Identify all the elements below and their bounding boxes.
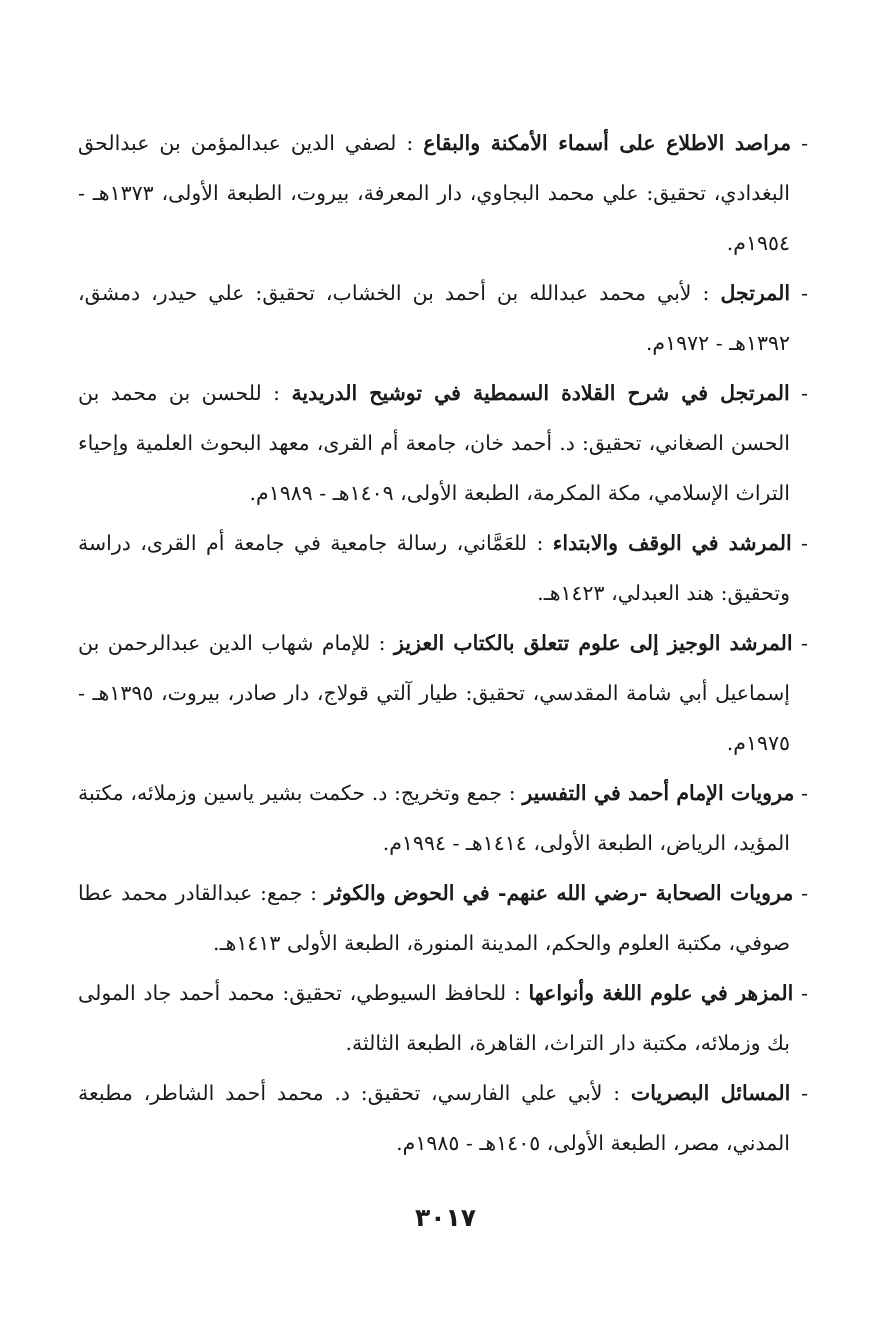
- entry-title: المرتجل في شرح القلادة السمطية في توشيح الدريدية: [291, 381, 790, 405]
- bibliography-entry: [78, 368, 808, 518]
- entry-dash: -: [790, 281, 808, 305]
- page-number: ٣٠١٧: [414, 1203, 477, 1232]
- bibliography-entry: [78, 1068, 808, 1168]
- entry-title: المرتجل: [720, 281, 791, 305]
- entry-body: : جمع: عبدالقادر محمد عطا صوفي، مكتبة العلوم والحكم، المدينة المنورة، الطبعة الأولى ١٤١٣هـ.: [78, 881, 790, 955]
- entry-title: مراصد الاطلاع على أسماء الأمكنة والبقاع: [423, 131, 792, 155]
- entry-body: : جمع وتخريج: د. حكمت بشير ياسين وزملائه، مكتبة المؤيد، الرياض، الطبعة الأولى، ١٤١٤هـ - ١٩٩٤م.: [78, 781, 790, 855]
- entry-body: : للحسن بن محمد بن الحسن الصغاني، تحقيق: د. أحمد خان، جامعة أم القرى، معهد البحوث العلمية وإحياء التراث الإسلامي، مكة المكرمة، الطبعة الأولى، ١٤٠٩هـ - ١٩٨٩م.: [78, 381, 790, 505]
- bibliography-entry: [78, 268, 808, 368]
- bibliography-entry: [78, 968, 808, 1068]
- entry-title: المسائل البصريات: [630, 1081, 791, 1105]
- bibliography-page: [78, 118, 808, 1168]
- bibliography-entry: [78, 868, 808, 968]
- entry-dash: -: [793, 881, 808, 905]
- entry-title: المرشد في الوقف والابتداء: [552, 531, 792, 555]
- bibliography-entry: [78, 768, 808, 868]
- entry-body: : لأبي علي الفارسي، تحقيق: د. محمد أحمد الشاطر، مطبعة المدني، مصر، الطبعة الأولى، ١٤٠٥هـ - ١٩٨٥م.: [78, 1081, 790, 1155]
- entry-dash: -: [791, 131, 808, 155]
- entry-body: : للحافظ السيوطي، تحقيق: محمد أحمد جاد المولى بك وزملائه، مكتبة دار التراث، القاهرة، الطبعة الثالثة.: [78, 981, 790, 1055]
- entry-dash: -: [792, 631, 808, 655]
- entry-title: مرويات الإمام أحمد في التفسير: [522, 781, 795, 805]
- entry-body: : لأبي محمد عبدالله بن أحمد بن الخشاب، تحقيق: علي حيدر، دمشق، ١٣٩٢هـ - ١٩٧٢م.: [78, 281, 790, 355]
- entry-title: المزهر في علوم اللغة وأنواعها: [528, 981, 794, 1005]
- bibliography-entry: [78, 518, 808, 618]
- entry-body: : لصفي الدين عبدالمؤمن بن عبدالحق البغدادي، تحقيق: علي محمد البجاوي، دار المعرفة، بيروت، الطبعة الأولى، ١٣٧٣هـ - ١٩٥٤م.: [78, 131, 790, 255]
- entry-dash: -: [794, 781, 808, 805]
- bibliography-entry: [78, 118, 808, 268]
- entry-title: المرشد الوجيز إلى علوم تتعلق بالكتاب العزيز: [394, 631, 793, 655]
- entry-body: : للإمام شهاب الدين عبدالرحمن بن إسماعيل أبي شامة المقدسي، تحقيق: طيار آلتي قولاج، دار صادر، بيروت، ١٣٩٥هـ - ١٩٧٥م.: [78, 631, 791, 755]
- bibliography-entry: [78, 618, 808, 768]
- entry-dash: -: [791, 531, 808, 555]
- entry-dash: -: [789, 381, 808, 405]
- entry-title: مرويات الصحابة -رضي الله عنهم- في الحوض والكوثر: [324, 881, 794, 905]
- entry-dash: -: [793, 981, 808, 1005]
- entry-dash: -: [790, 1081, 808, 1105]
- entry-body: : للعَمَّاني، رسالة جامعية في جامعة أم القرى، دراسة وتحقيق: هند العبدلي، ١٤٢٣هـ.: [78, 531, 790, 605]
